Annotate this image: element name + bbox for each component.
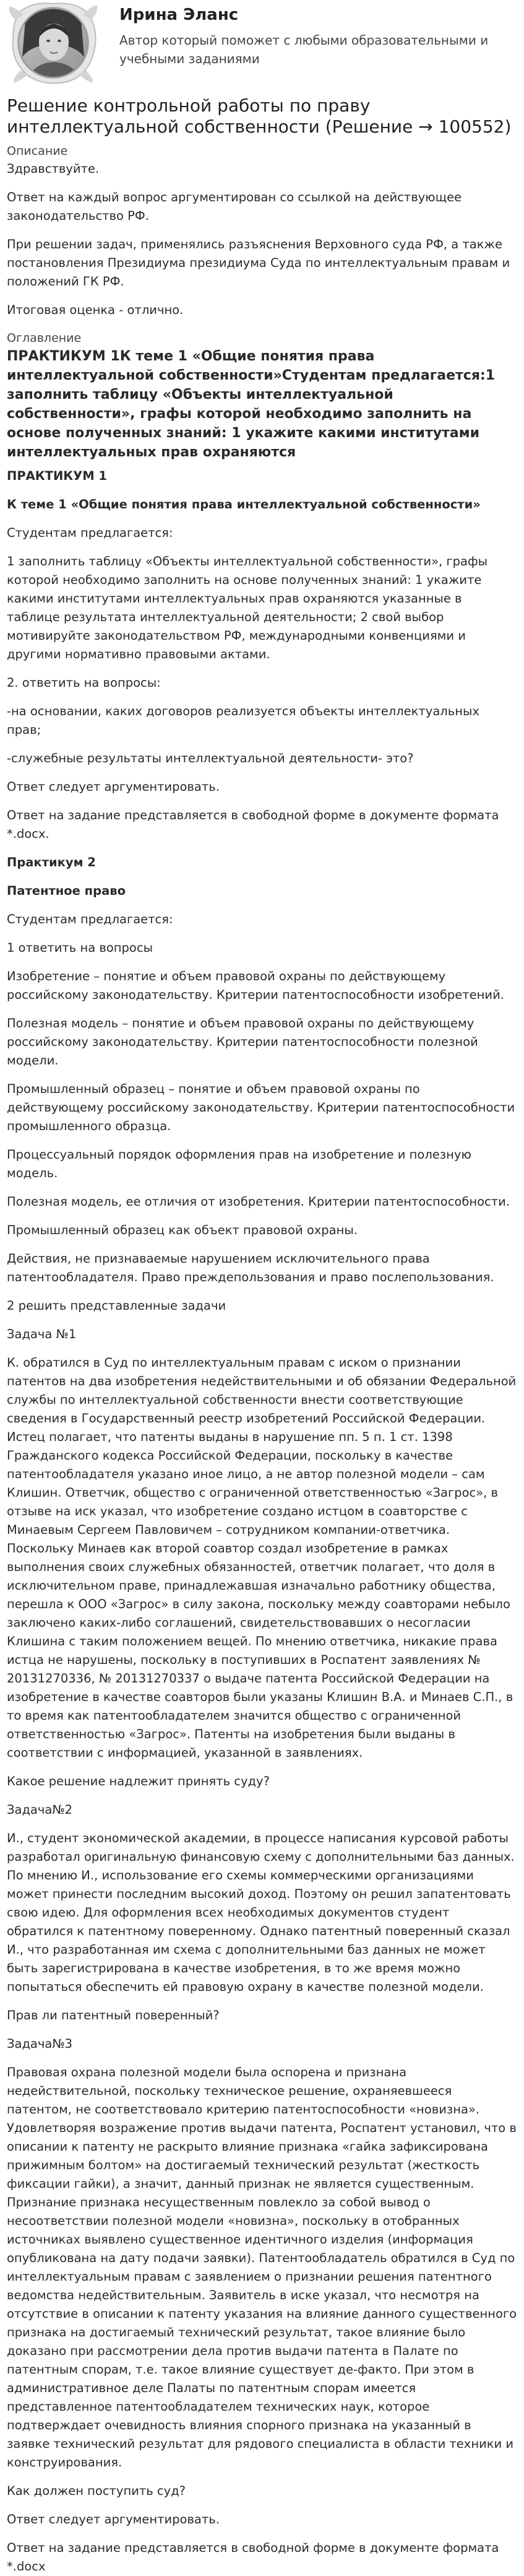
body-paragraph: 2. ответить на вопросы: <box>7 676 161 690</box>
section-heading: К теме 1 «Общие понятия права интеллектуальной собственности» <box>7 497 481 511</box>
body-paragraph: 1 заполнить таблицу «Объекты интеллектуальной собственности», графы которой необходимо заполнить на основе полученных знаний: 1 укажите какими институтами интеллектуальных прав охраняются указанные в таблице результата интеллектуальной деятельности; 2 свой выбор мотивируйте законодательством РФ, международными конвенциями и другими нормативно правовыми актами. <box>7 554 488 661</box>
body-paragraph: Ответ следует аргументировать. <box>7 2512 220 2526</box>
body-paragraph: -служебные результаты интеллектуальной деятельности- это? <box>7 751 414 765</box>
body-paragraph: Полезная модель – понятие и объем правовой охраны по действующему российскому законодательству. Критерии патентоспособности полезной модели. <box>7 1016 478 1068</box>
body-paragraph: Промышленный образец как объект правовой охраны. <box>7 1223 358 1237</box>
body-paragraph: Какое решение надлежит принять суду? <box>7 1774 270 1788</box>
author-card <box>7 0 517 88</box>
body-paragraph: Задача№3 <box>7 2037 73 2051</box>
body-paragraph: Ответ следует аргументировать. <box>7 780 220 794</box>
page-title: Решение контрольной работы по праву интеллектуальной собственности (Решение → 100552) <box>7 95 512 137</box>
body-paragraph: 1 ответить на вопросы <box>7 941 153 955</box>
description-paragraph: При решении задач, применялись разъяснения Верховного суда РФ, а также постановления Президиума президиума Суда по интеллектуальным правам и положений ГК РФ. <box>7 237 510 289</box>
body-paragraph: Полезная модель, ее отличия от изобретения. Критерии патентоспособности. <box>7 1194 510 1209</box>
section-heading: Практикум 2 <box>7 855 96 869</box>
body-paragraph: Студентам предлагается: <box>7 526 173 540</box>
body-paragraph: Ответ на задание представляется в свободной форме в документе формата *.docx. <box>7 808 499 841</box>
body-paragraph: Как должен поступить суд? <box>7 2484 186 2498</box>
description-paragraph: Итоговая оценка - отлично. <box>7 303 184 317</box>
body-paragraph: Процессуальный порядок оформления прав на изобретение и полезную модель. <box>7 1147 471 1180</box>
document-body <box>7 467 517 2576</box>
body-paragraph: Задача№2 <box>7 1803 73 1817</box>
body-paragraph: К. обратился в Суд по интеллектуальным правам с иском о признании патентов на два изобретения недействительными и об обязании Федеральной службы по интеллектуальной собственности внести соответствующие сведения в Государственный реестр изобретений Российской Федерации. Истец полагает, что патенты выданы в нарушение пп. 5 п. 1 ст. 1398 Гражданского кодекса Российской Федерации, поскольку в качестве патентообладателя указано иное лицо, а не автор полезной модели – сам Клишин. Ответчик, общество с ограниченной ответственностью «Загрос», в отзыве на иск указал, что изобретение создано истцом в соавторстве с Минаевым Сергеем Павловичем – сотрудником компании-ответчика. Поскольку Минаев как второй соавтор создал изобретение в рамках выполнения своих служебных обязанностей, ответчик полагает, что доля в исключительном праве, принадлежавшая изначально работнику общества, перешла к ООО «Загрос» в силу закона, поскольку между соавторами небыло заключено каких-либо соглашений, свидетельствовавших о несогласии Клишина с таким положением вещей. По мнению ответчика, никакие права истца не нарушены, поскольку в поступивших в Роспатент заявлениях № 20131270336, № 20131270337 о выдаче патента Российской Федерации на изобретение в качестве соавторов были указаны Клишин В.А. и Минаев С.П., в то время как патентообладателем значится общество с ограниченной ответственностью «Загрос». Патенты на изобретения были выданы в соответствии с информацией, указанной в заявлениях. <box>7 1355 517 1760</box>
body-paragraph: Задача №1 <box>7 1327 77 1341</box>
body-paragraph: Правовая охрана полезной модели была оспорена и признана недействительной, поскольку техническое решение, охраняевшееся патентом, не соответствовало критерию патентоспособности «новизна». Удовлетворяя возражение против выдачи патента, Роспатент установил, что в описании к патенту не раскрыто влияние признака «гайка зафиксирована прижимным болтом» на достигаемый технический результат (жесткость фиксации гайки), а значит, данный признак не является существенным. Признание признака несущественным повлекло за собой вывод о несоответствии полезной модели «новизна», поскольку в отобранных источниках выявлено существенное идентичного изделия (информация опубликована на дату подачи заявки). Патентообладатель обратился в Суд по интеллектуальным правам с заявлением о признании решения патентного ведомства недействительным. Заявитель в иске указал, что несмотря на отсутствие в описании к патенту указания на влияние данного существенного признака на достигаемый технический результат, такое влияние было доказано при рассмотрении дела против выдачи патента в Палате по патентным спорам, т.е. такое влияние существует де-факто. При этом в административное деле Палаты по патентным спорам имеется представленное патентообладателем технических наук, которое подтверждает очевидность влияния спорного признака на указанный в заявке технический результат для рядового специалиста в области техники и конструирования. <box>7 2065 517 2469</box>
toc-label: Оглавление <box>7 331 82 345</box>
body-paragraph: -на основании, каких договоров реализуется объекты интеллектуальных прав; <box>7 704 479 737</box>
author-description: Автор который поможет с любыми образовательными и учебными заданиями <box>119 33 489 66</box>
body-paragraph: И., студент экономической академии, в процессе написания курсовой работы разработал оригинальную финансовую схему с дополнительными баз данных. По мнению И., использование его схемы коммерческими организациями может принести последним высокий доход. Поэтому он решил запатентовать свою идею. Для оформления всех необходимых документов студент обратился к патентному поверенному. Однако патентный поверенный сказал И., что разработанная им схема с дополнительными баз данных не может быть зарегистрирована в качестве изобретения, в то же время можно попытаться обеспечить ей правовую охрану в качестве полезной модели. <box>7 1831 515 1994</box>
section-heading: Патентное право <box>7 884 126 898</box>
description-label: Описание <box>7 144 68 158</box>
description-paragraph: Здравствуйте. <box>7 162 100 176</box>
author-name[interactable]: Ирина Эланс <box>119 6 239 24</box>
body-paragraph: Изобретение – понятие и объем правовой охраны по действующему российскому законодательству. Критерии патентоспособности изобретений. <box>7 969 504 1002</box>
body-paragraph: Прав ли патентный поверенный? <box>7 2008 220 2022</box>
body-paragraph: Действия, не признаваемые нарушением исключительного права патентообладателя. Право преждепользования и право послепользования. <box>7 1251 494 1284</box>
body-paragraph: Промышленный образец – понятие и объем правовой охраны по действующему российскому законодательству. Критерии патентоспособности промышленного образца. <box>7 1082 515 1133</box>
author-info <box>119 1 503 68</box>
body-paragraph: Ответ на задание представляется в свободной форме в документе формата *.docx <box>7 2541 499 2574</box>
avatar[interactable] <box>7 1 100 84</box>
toc-title: ПРАКТИКУМ 1К теме 1 «Общие понятия права интеллектуальной собственности»Студентам предлагается:1 заполнить таблицу «Объекты интеллектуальной собственности», графы которой необходимо заполнить на основе полученных знаний: 1 укажите какими институтами интеллектуальных прав охраняются <box>7 349 496 460</box>
body-paragraph: 2 решить представленные задачи <box>7 1299 226 1313</box>
description-paragraph: Ответ на каждый вопрос аргументирован со ссылкой на действующее законодательство РФ. <box>7 190 462 223</box>
body-paragraph: Студентам предлагается: <box>7 912 173 926</box>
section-heading: ПРАКТИКУМ 1 <box>7 469 107 483</box>
